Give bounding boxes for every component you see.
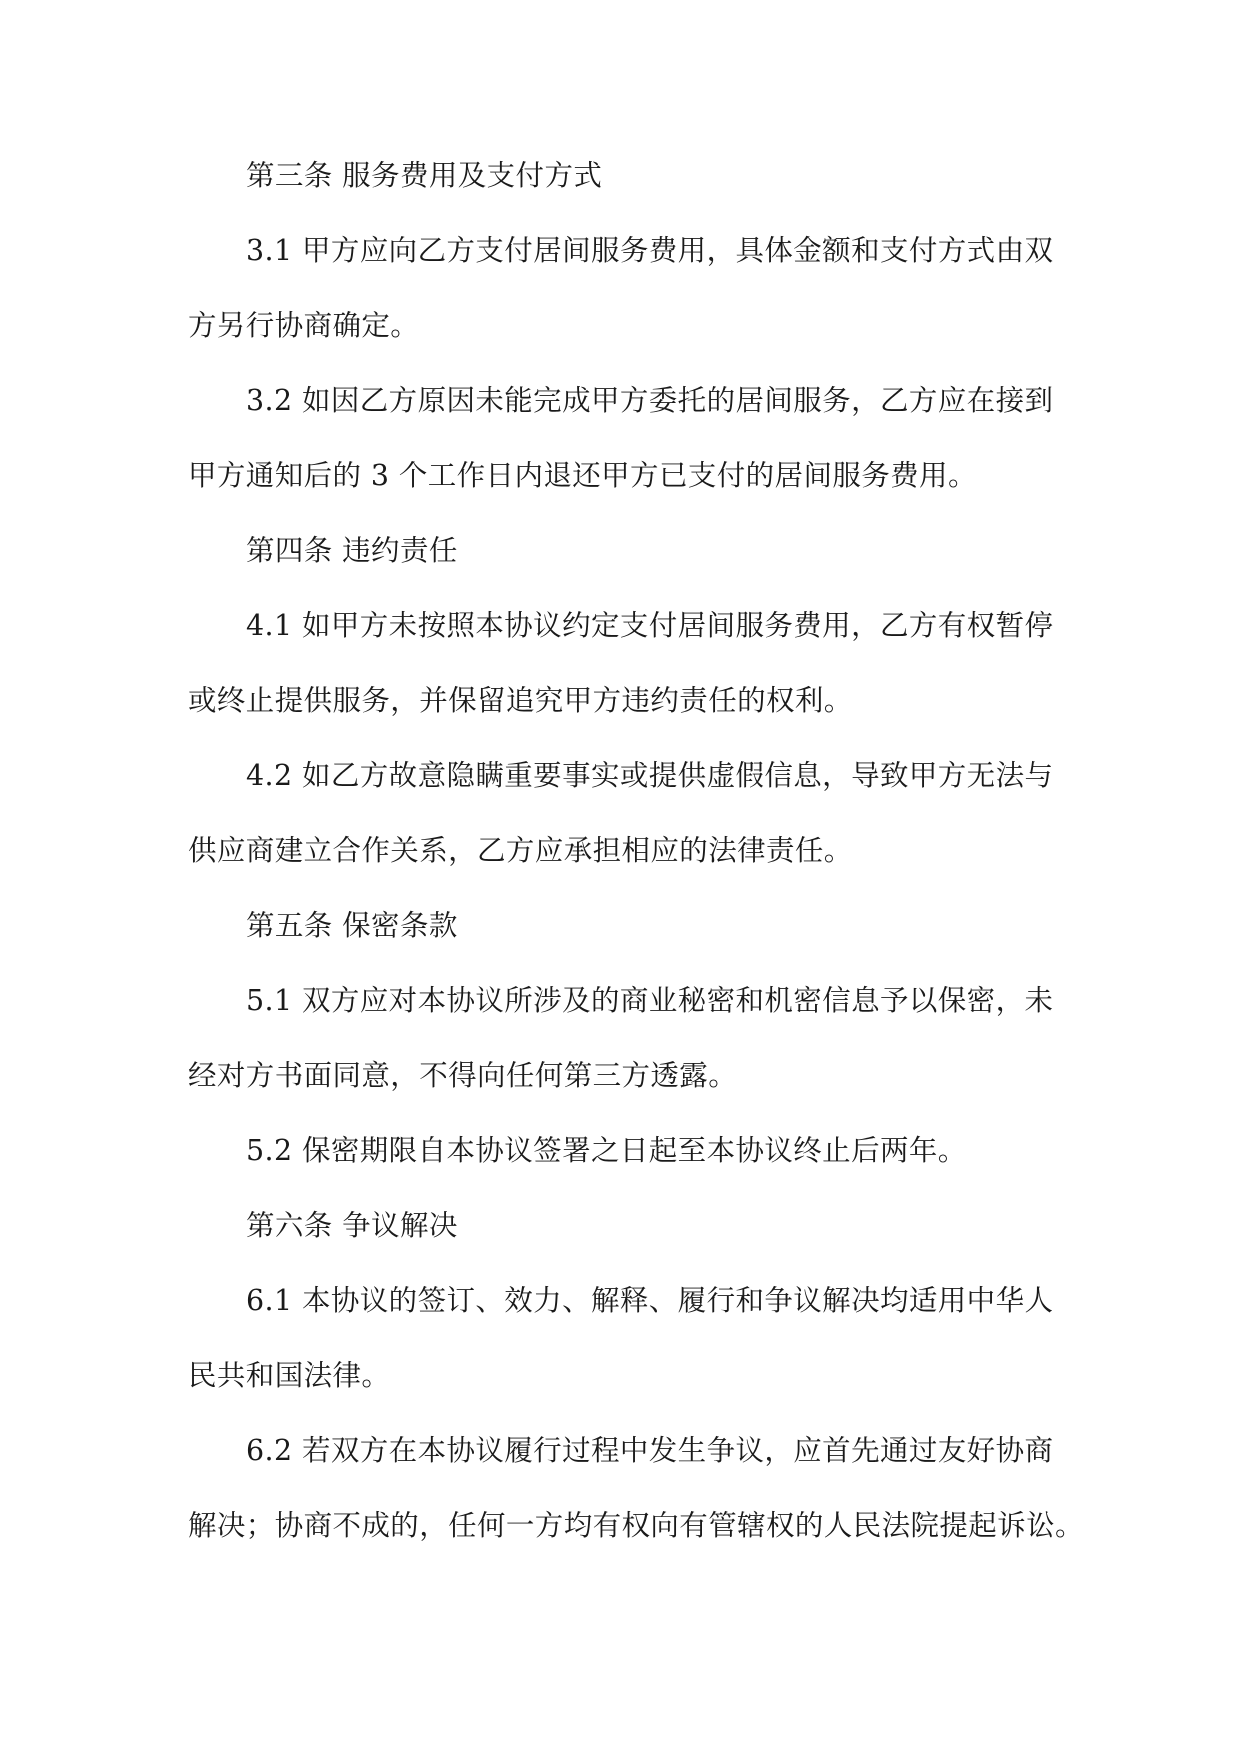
clause-3-1-line-1: 3.1 甲方应向乙方支付居间服务费用，具体金额和支付方式由双 (246, 234, 1054, 267)
clause-4-2-line-1: 4.2 如乙方故意隐瞒重要事实或提供虚假信息，导致甲方无法与 (246, 759, 1054, 792)
section-heading-6: 第六条 争议解决 (246, 1209, 458, 1242)
clause-4-2-line-2: 供应商建立合作关系，乙方应承担相应的法律责任。 (188, 834, 853, 867)
clause-6-1-line-1: 6.1 本协议的签订、效力、解释、履行和争议解决均适用中华人 (246, 1284, 1054, 1317)
clause-6-2-line-2: 解决；协商不成的，任何一方均有权向有管辖权的人民法院提起诉讼。 (188, 1509, 1084, 1542)
clause-5-1-line-1: 5.1 双方应对本协议所涉及的商业秘密和机密信息予以保密，未 (246, 984, 1054, 1017)
clause-4-1-line-2: 或终止提供服务，并保留追究甲方违约责任的权利。 (188, 684, 853, 717)
clause-6-2-line-1: 6.2 若双方在本协议履行过程中发生争议，应首先通过友好协商 (246, 1434, 1054, 1467)
section-heading-5: 第五条 保密条款 (246, 909, 458, 942)
clause-3-1-line-2: 方另行协商确定。 (188, 309, 420, 342)
document-body (188, 138, 1084, 1563)
clause-5-1-line-2: 经对方书面同意，不得向任何第三方透露。 (188, 1059, 738, 1092)
clause-5-2-line-1: 5.2 保密期限自本协议签署之日起至本协议终止后两年。 (246, 1134, 967, 1167)
section-heading-3: 第三条 服务费用及支付方式 (246, 159, 603, 192)
clause-3-2-line-2: 甲方通知后的 3 个工作日内退还甲方已支付的居间服务费用。 (188, 459, 977, 492)
clause-4-1-line-1: 4.1 如甲方未按照本协议约定支付居间服务费用，乙方有权暂停 (246, 609, 1054, 642)
section-heading-4: 第四条 违约责任 (246, 534, 458, 567)
clause-3-2-line-1: 3.2 如因乙方原因未能完成甲方委托的居间服务，乙方应在接到 (246, 384, 1054, 417)
clause-6-1-line-2: 民共和国法律。 (188, 1359, 391, 1392)
